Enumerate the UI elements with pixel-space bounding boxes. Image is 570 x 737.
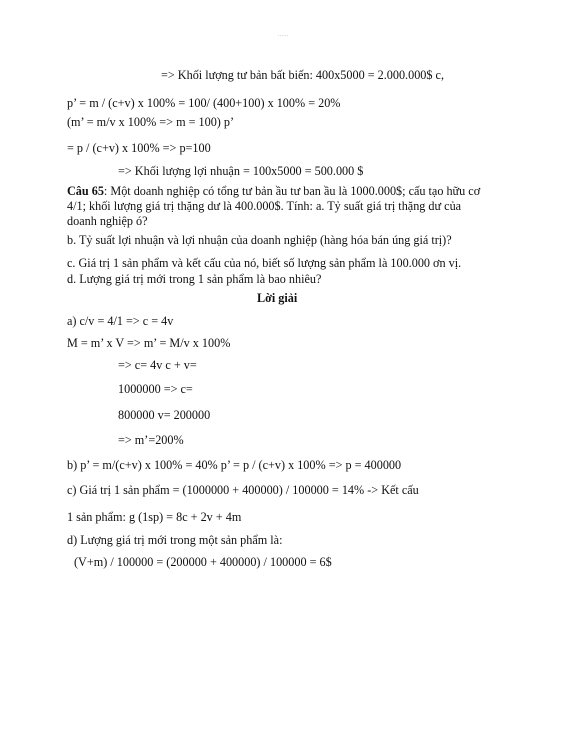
question-line: 4/1; khối lượng giá trị thặng dư là 400.000$. Tính: a. Tỷ suất giá trị thặng dư của — [67, 199, 462, 213]
text-line: (m’ = m/v x 100% => m = 100) p’ — [67, 115, 235, 129]
solution-title: Lời giải — [257, 291, 298, 305]
text-line: = p / (c+v) x 100% => p=100 — [67, 141, 211, 155]
question-65-line — [67, 184, 480, 199]
page-header-mark: ...... — [278, 33, 289, 38]
solution-line: 800000 v= 200000 — [118, 408, 211, 422]
solution-line: M = m’ x V => m’ = M/v x 100% — [67, 336, 231, 350]
solution-line: 1000000 => c= — [118, 382, 193, 396]
solution-line: => m’=200% — [118, 433, 184, 447]
solution-line: d) Lượng giá trị mới trong một sản phẩm là: — [67, 533, 283, 547]
solution-line: c) Giá trị 1 sản phẩm = (1000000 + 400000) / 100000 = 14% -> Kết cấu — [67, 483, 419, 497]
question-line: b. Tỷ suất lợi nhuận và lợi nhuận của doanh nghiệp (hàng hóa bán úng giá trị)? — [67, 233, 452, 247]
solution-line: 1 sản phẩm: g (1sp) = 8c + 2v + 4m — [67, 510, 242, 524]
text-line: p’ = m / (c+v) x 100% = 100/ (400+100) x 100% = 20% — [67, 96, 341, 110]
solution-line: a) c/v = 4/1 => c = 4v — [67, 314, 174, 328]
question-label: Câu 65 — [67, 184, 104, 198]
text-line: => Khối lượng lợi nhuận = 100x5000 = 500.000 $ — [118, 164, 364, 178]
question-text: : Một doanh nghiệp có tổng tư bản ầu tư ban ầu là 1000.000$; cấu tạo hữu cơ — [103, 184, 481, 198]
solution-line: => c= 4v c + v= — [118, 358, 197, 372]
text-line: => Khối lượng tư bản bất biến: 400x5000 = 2.000.000$ c, — [161, 68, 444, 82]
solution-line: b) p’ = m/(c+v) x 100% = 40% p’ = p / (c+v) x 100% => p = 400000 — [67, 458, 402, 472]
question-line: c. Giá trị 1 sản phẩm và kết cấu của nó, biết số lượng sản phẩm là 100.000 ơn vị. — [67, 256, 462, 270]
question-line: d. Lượng giá trị mới trong 1 sản phẩm là bao nhiêu? — [67, 272, 322, 286]
question-line: doanh nghiệp ó? — [67, 214, 148, 228]
solution-line: (V+m) / 100000 = (200000 + 400000) / 100000 = 6$ — [74, 555, 332, 569]
